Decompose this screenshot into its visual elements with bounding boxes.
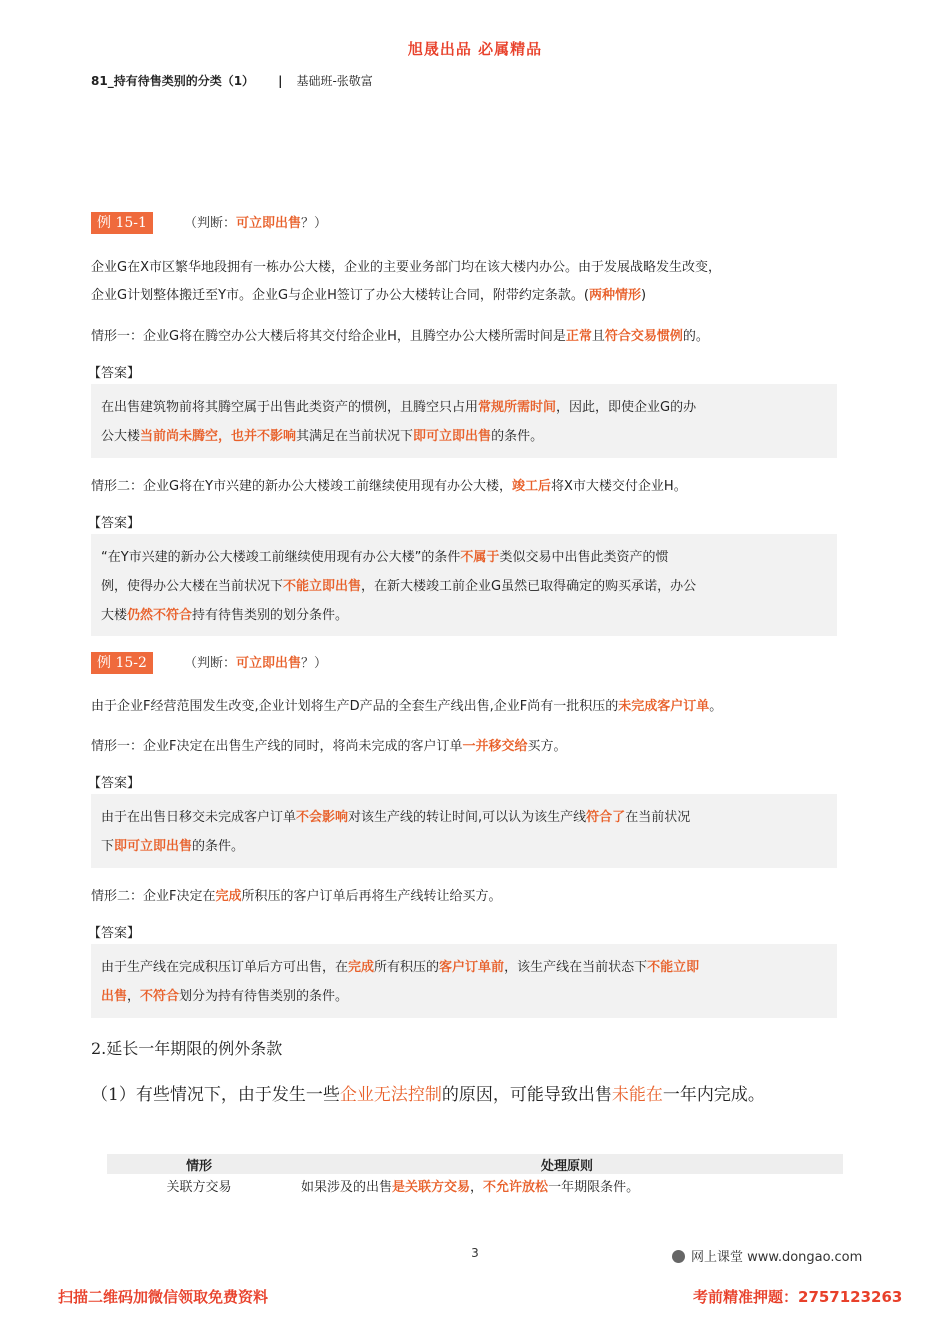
example-1-case-2: 情形二：企业G将在Y市兴建的新办公大楼竣工前继续使用现有办公大楼，竣工后将X市大楼交付企业H。 — [91, 479, 687, 494]
table-header-row — [107, 1154, 843, 1174]
point-1: （1）有些情况下，由于发生一些企业无法控制的原因，可能导致出售未能在一年内完成。 — [91, 1085, 765, 1105]
answer-box: 在出售建筑物前将其腾空属于出售此类资产的惯例，且腾空只占用常规所需时间，因此，即使企业G的办 公大楼当前尚未腾空，也并不影响其满足在当前状况下即可立即出售的条件。 — [91, 384, 837, 458]
table-cell: 关联方交易 — [166, 1179, 232, 1195]
answer-label: 【答案】 — [88, 516, 141, 531]
course-name: 基础班-张敬富 — [296, 74, 373, 88]
example-2-heading — [91, 652, 327, 672]
example-2-case-2: 情形二：企业F决定在完成所积压的客户订单后再将生产线转让给买方。 — [91, 889, 502, 904]
top-banner: 旭晟出品 必属精品 — [407, 40, 543, 58]
answer-box: “在Y市兴建的新办公大楼竣工前继续使用现有办公大楼”的条件不属于类似交易中出售此类资产的惯 例，使得办公大楼在当前状况下不能立即出售，在新大楼竣工前企业G虽然已取得确定的购买承诺，办公 大楼仍然不符合持有待售类别的划分条件。 — [91, 534, 837, 636]
answer-label: 【答案】 — [88, 776, 141, 791]
example-tag: 例 15-1 — [91, 212, 153, 234]
promo-right: 考前精准押题：2757123263 — [693, 1288, 903, 1306]
dongao-logo-icon — [672, 1250, 685, 1263]
doc-header — [91, 72, 373, 89]
example-2-case-1: 情形一：企业F决定在出售生产线的同时，将尚未完成的客户订单一并移交给买方。 — [91, 739, 567, 754]
promo-left: 扫描二维码加微信领取免费资料 — [58, 1288, 269, 1306]
rules-table — [107, 1154, 843, 1196]
table-header-cell: 处理原则 — [291, 1154, 843, 1174]
table-cell: 如果涉及的出售是关联方交易，不允许放松一年期限条件。 — [301, 1179, 640, 1195]
answer-label: 【答案】 — [88, 926, 141, 941]
example-2-intro: 由于企业F经营范围发生改变,企业计划将生产D产品的全套生产线出售,企业F尚有一批积压的未完成客户订单。 — [91, 699, 723, 714]
example-1-case-1: 情形一：企业G将在腾空办公大楼后将其交付给企业H，且腾空办公大楼所需时间是正常且符合交易惯例的。 — [91, 329, 709, 344]
footer-logo: 网上课堂 www.dongao.com — [672, 1246, 862, 1265]
example-note: （判断：可立即出售？） — [184, 216, 328, 231]
section-heading: 2.延长一年期限的例外条款 — [91, 1039, 283, 1058]
answer-box: 由于生产线在完成积压订单后方可出售，在完成所有积压的客户订单前，该生产线在当前状态下不能立即 出售，不符合划分为持有待售类别的条件。 — [91, 944, 837, 1018]
table-header-cell: 情形 — [107, 1154, 291, 1174]
example-1-intro: 企业G在X市区繁华地段拥有一栋办公大楼，企业的主要业务部门均在该大楼内办公。由于发展战略发生改变， 企业G计划整体搬迁至Y市。企业G与企业H签订了办公大楼转让合同，附带约定条款。(两种情形) — [91, 260, 721, 303]
table-row — [107, 1174, 843, 1196]
answer-box: 由于在出售日移交未完成客户订单不会影响对该生产线的转让时间,可以认为该生产线符合了在当前状况 下即可立即出售的条件。 — [91, 794, 837, 868]
page-number: 3 — [471, 1246, 479, 1260]
doc-title: 81_持有待售类别的分类（1） — [91, 74, 255, 88]
example-1-heading — [91, 212, 327, 232]
example-note: （判断：可立即出售？） — [184, 656, 328, 671]
answer-label: 【答案】 — [88, 366, 141, 381]
header-separator: | — [278, 74, 283, 88]
example-tag: 例 15-2 — [91, 652, 153, 674]
